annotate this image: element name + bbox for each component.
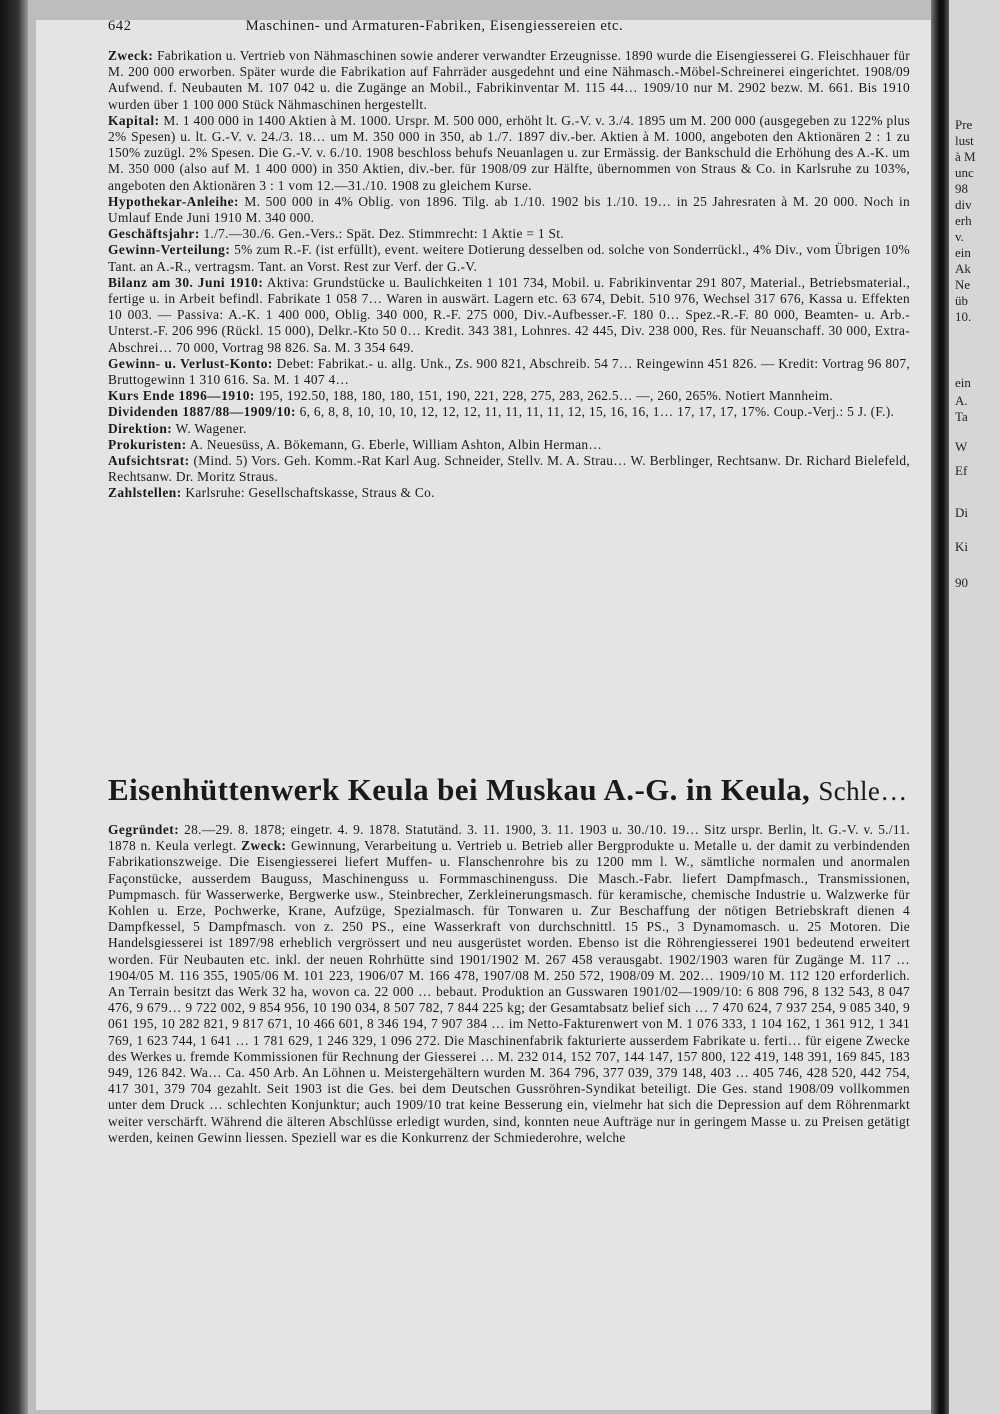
- entry-label: Direktion:: [108, 420, 173, 436]
- running-header: [108, 18, 868, 35]
- entry-label: Kurs Ende 1896—1910:: [108, 388, 255, 404]
- entry-label: Zweck:: [108, 48, 154, 63]
- entry-label: Zahlstellen:: [108, 485, 182, 501]
- facing-text-fragment: Di: [955, 505, 968, 520]
- entry-label: Gewinn-Verteilung:: [108, 242, 231, 258]
- entry-paragraph: [108, 194, 910, 226]
- facing-text-fragment: 10.: [955, 309, 972, 324]
- facing-text-fragment: üb: [955, 293, 968, 308]
- company-heading: [108, 770, 928, 811]
- entry-label: Geschäftsjahr:: [108, 226, 200, 242]
- entry-label: Aufsichtsrat:: [108, 453, 190, 469]
- facing-text-fragment: Ta: [955, 409, 968, 424]
- entry-paragraph: [108, 113, 910, 194]
- facing-text-fragment: A.: [955, 393, 968, 408]
- entry-text: Karlsruhe: Gesellschaftskasse, Straus & Co.: [185, 485, 435, 501]
- entry-text: 28.—29. 8. 1878; eingetr. 4. 9. 1878. Statutänd. 3. 11. 1900, 3. 11. 1903 u. 30./10. 19… Sitz urspr. Berlin, lt. G.-V. v. 5./11. 1878 n. Keula verlegt.: [108, 822, 910, 854]
- entry-paragraph: [108, 388, 910, 404]
- entry-text: Gewinnung, Verarbeitung u. Vertrieb u. Betrieb aller Bergprodukte u. Metalle u. der damit zu verbindenden Fabrikationszweige. Die Eisengiesserei liefert Muffen- u. Flanschenrohre bis zu 1200 mm l. W., sämtliche normalen und anormalen Façonstücke, ausserdem Bauguss, Maschinenguss u. Formmaschinenguss. Die Masch.-Fabr. liefert Dampfmasch., Transmissionen, Pumpmasch. für Wasserwerke, Bergwerke usw., Steinbrecher, Zerkleinerungsmasch. für keramische, chemische Industrie u. Walzwerke für Kohlen u. Erze, Pochwerke, Krane, Aufzüge, Spezialmasch. für Tonwaren u. Zur Beschaffung der nötigen Betriebskraft dienen 4 Dampfkessel, 5 Dampfmasch. von z. 250 PS., eine Wasserkraft von durchschnittl. 15 PS., 3 Dynamomasch. u. 25 Motoren. Die Handelsgiesserei ist 1897/98 erheblich vergrössert und neu ausgerüstet worden. Ebenso ist die Röhrengiesserei 1901 bedeutend erweitert worden. Für Neubauten etc. inkl. der neuen Rohrhütte sind 1901/1902 M. 267 458 verausgabt. 1902/1903 waren für Zugänge M. 117 … 1904/05 M. 116 355, 1905/06 M. 101 223, 1906/07 M. 166 478, 1907/08 M. 250 572, 1908/09 M. 202… 1909/10 M. 112 120 erforderlich. An Terrain besitzt das Werk 32 ha, wovon ca. 22 000 … bebaut. Produktion an Gusswaren 1901/02—1909/10: 6 808 796, 8 132 543, 8 047 476, 9 679… 9 722 002, 9 854 956, 10 190 034, 8 507 782, 7 844 225 kg; der Gesamtabsatz belief sich … 7 470 624, 7 937 254, 9 085 340, 9 061 195, 10 282 821, 9 817 671, 10 466 601, 8 346 194, 7 907 384 … im Netto-Fakturenwert von M. 1 076 333, 1 104 162, 1 361 912, 1 341 769, 1 623 744, 1 641 … 1 781 629, 1 246 329, 1 096 272. Die Maschinenfabrik fakturierte ausserdem Fabrikate u. ferti… für eigene Zwecke des Werkes u. fremde Kommissionen für Rechnung der Giesserei … M. 232 014, 152 707, 144 147, 157 800, 122 419, 148 391, 169 845, 183 949, 126 842. Wa… Ca. 450 Arb. An Löhnen u. Meistergehältern wurden M. 364 796, 377 039, 379 148, 403 … 405 746, 428 520, 442 754, 417 301, 379 704 gezahlt. Seit 1903 ist die Ges. bei dem Deutschen Gussröhren-Syndikat beteiligt. Die Ges. stand 1908/09 vollkommen unter dem Druck … schlechten Konjunktur; auch 1909/10 trat keine Besserung ein, vielmehr hat sich die Depression auf dem Röhrenmarkt weiter verschärft. Während die älteren Abschlüsse erledigt wurden, sind, konnten neue Aufträge nur in geringem Masse u. zu Preisen getätigt werden, keinen Gewinn liessen. Speziell war es die Konkurrenz der Schmiederohre, welche: [108, 838, 910, 1145]
- facing-text-fragment: 98: [955, 181, 968, 196]
- entry-text: W. Wagener.: [175, 420, 247, 436]
- entry-text: Debet: Fabrikat.- u. allg. Unk., Zs. 900 821, Abschreib. 54 7… Reingewinn 451 826. — Kredit: Vortrag 96 807, Bruttogewinn 1 310 616. Sa. M. 1 407 4…: [108, 355, 911, 388]
- facing-text-fragment: Ef: [955, 463, 968, 478]
- entry-text: 6, 6, 8, 8, 10, 10, 10, 12, 12, 12, 11, 11, 11, 11, 12, 15, 16, 16, 1… 17, 17, 17, 17%. Coup.-Verj.: 5 J. (F.).: [299, 404, 895, 420]
- entry-label: Zweck:: [241, 838, 287, 854]
- facing-text-fragment: div: [955, 197, 972, 212]
- entry-paragraph: [108, 242, 910, 274]
- entry-label: Hypothekar-Anleihe:: [108, 193, 240, 209]
- facing-text-fragment: Ak: [955, 261, 971, 276]
- entry-paragraph: [108, 453, 910, 485]
- facing-text-fragment: Pre: [955, 117, 973, 132]
- facing-text-fragment: Ne: [955, 277, 971, 292]
- entry-paragraph: [108, 275, 910, 356]
- entry-text: 5% zum R.-F. (ist erfüllt), event. weitere Dotierung desselben od. solche von Sonderrückl., 4% Div., vom Übrigen 10% Tant. an A.-R., vertragsm. Tant. an Vorst. Rest zur Verf. der G.-V.: [108, 242, 910, 274]
- entry-label: Prokuristen:: [108, 436, 187, 452]
- facing-text-fragment: unc: [955, 165, 974, 180]
- entry-text: 1./7.—30./6. Gen.-Vers.: Spät. Dez. Stimmrecht: 1 Aktie = 1 St.: [203, 226, 564, 242]
- entry-label: Kapital:: [108, 112, 160, 128]
- company-entry-naehmaschinen: [108, 48, 910, 502]
- entry-label: Dividenden 1887/88—1909/10:: [108, 404, 296, 420]
- entry-label: Gegründet:: [108, 822, 180, 837]
- page-number: 642: [108, 18, 132, 34]
- facing-text-fragment: ein: [955, 375, 971, 390]
- entry-paragraph: [108, 421, 910, 437]
- entry-paragraph: [108, 48, 910, 113]
- entry-label: Bilanz am 30. Juni 1910:: [108, 274, 264, 290]
- entry-text: M. 500 000 in 4% Oblig. von 1896. Tilg. ab 1./10. 1902 bis 1./10. 19… in 25 Jahresraten à M. 20 000. Noch in Umlauf Ende Juni 1910 M. 340 000.: [108, 193, 910, 226]
- facing-text-fragment: erh: [955, 213, 972, 228]
- entry-label: Gewinn- u. Verlust-Konto:: [108, 355, 273, 371]
- left-book-edge: [0, 0, 28, 1414]
- facing-text-fragment: ein: [955, 245, 971, 260]
- book-gutter: [931, 0, 949, 1414]
- entry-paragraph: [108, 404, 910, 420]
- entry-text: M. 1 400 000 in 1400 Aktien à M. 1000. Urspr. M. 500 000, erhöht lt. G.-V. v. 3./4. 1895 um M. 200 000 (ausgegeben zu 122% plus 2% Spesen) u. lt. G.-V. v. 24./3. 18… um M. 350 000 in 350, ab 1./7. 1897 div.-ber. Aktien à M. 1000, angeboten den Aktionären 2 : 1 zu 150% zuzügl. 2% Spesen. Die G.-V. v. 6./10. 1908 beschloss behufs Neuanlagen u. zur Ermässig. der Bankschuld die Erhöhung des A.-K. um M. 350 000 (also auf M. 1 400 000) in 350 Aktien, div.-ber. für 1908/09 zur Hälfte, übernommen von Straus & Co. in Karlsruhe zu 103%, angeboten den Aktionären 3 : 1 vom 12.—31./10. 1908 zu gleichem Kurse.: [108, 112, 910, 193]
- entry-text: Aktiva: Grundstücke u. Baulichkeiten 1 101 734, Mobil. u. Fabrikinventar 291 807, Material., Betriebsmaterial., fertige u. in Arbeit befindl. Fabrikate 1 058 7… Waren in auswärt. Lagern etc. 63 674, Debit. 510 976, Wechsel 317 676, Kassa u. Effekten 10 003. — Passiva: A.-K. 1 400 000, Oblig. 340 000, R.-F. 275 000, Div.-Aufbesser.-F. 180 0… Spez.-R.-F. 80 000, Beamten- u. Arb.-Unterst.-F. 206 996 (Rückl. 15 000), Delkr.-Kto 50 0… Kredit. 343 381, Lohnres. 42 445, Div. 238 000, Res. für Neuanschaff. 30 000, Extra-Abschrei… 70 000, Vortrag 98 826. Sa. M. 3 354 649.: [108, 274, 910, 355]
- facing-text-fragment: à M: [955, 149, 976, 164]
- entry-paragraph: [108, 485, 910, 501]
- facing-text-fragment: 90: [955, 575, 968, 590]
- company-name: Eisenhüttenwerk Keula bei Muskau A.-G. in Keula,: [108, 772, 811, 807]
- entry-text: Fabrikation u. Vertrieb von Nähmaschinen sowie anderer verwandter Erzeugnisse. 1890 wurde die Eisengiesserei G. Fleischhauer für M. 200 000 erworben. Später wurde die Fabrikation auf Fahrräder ausgedehnt und eine Nähmasch.-Möbel-Schreinerei eingerichtet. 1908/09 Aufwend. f. Neubauten M. 107 042 u. die Zugänge an Mobil., Fabrikinventar M. 115 44… 1909/10 nur M. 2902 bezw. M. 661. Bis 1910 wurden über 1 100 000 Stück Nähmaschinen hergestellt.: [108, 48, 910, 112]
- entry-text: A. Neuesüss, A. Bökemann, G. Eberle, William Ashton, Albin Herman…: [189, 436, 603, 452]
- entry-text: 195, 192.50, 188, 180, 180, 151, 190, 221, 228, 275, 283, 262.5… —, 260, 265%. Notiert Mannheim.: [258, 388, 834, 404]
- company-place: Schle…: [818, 776, 908, 806]
- entry-paragraph: [108, 437, 910, 453]
- entry-text: (Mind. 5) Vors. Geh. Komm.-Rat Karl Aug. Schneider, Stellv. M. A. Strau… W. Berblinger, Rechtsanw. Dr. Richard Bielefeld, Rechtsanw. Dr. Moritz Straus.: [108, 453, 910, 485]
- company-entry-keula: [108, 822, 910, 1146]
- facing-page-fragment: [949, 0, 1000, 1414]
- entry-paragraph: [108, 226, 910, 242]
- facing-text-fragment: W: [955, 439, 968, 454]
- facing-text-fragment: Ki: [955, 539, 968, 554]
- entry-paragraph: [108, 822, 910, 1146]
- running-title: Maschinen- und Armaturen-Fabriken, Eisengiessereien etc.: [245, 18, 624, 34]
- facing-text-fragment: v.: [955, 229, 964, 244]
- entry-paragraph: [108, 356, 910, 388]
- facing-text-fragment: lust: [955, 133, 974, 148]
